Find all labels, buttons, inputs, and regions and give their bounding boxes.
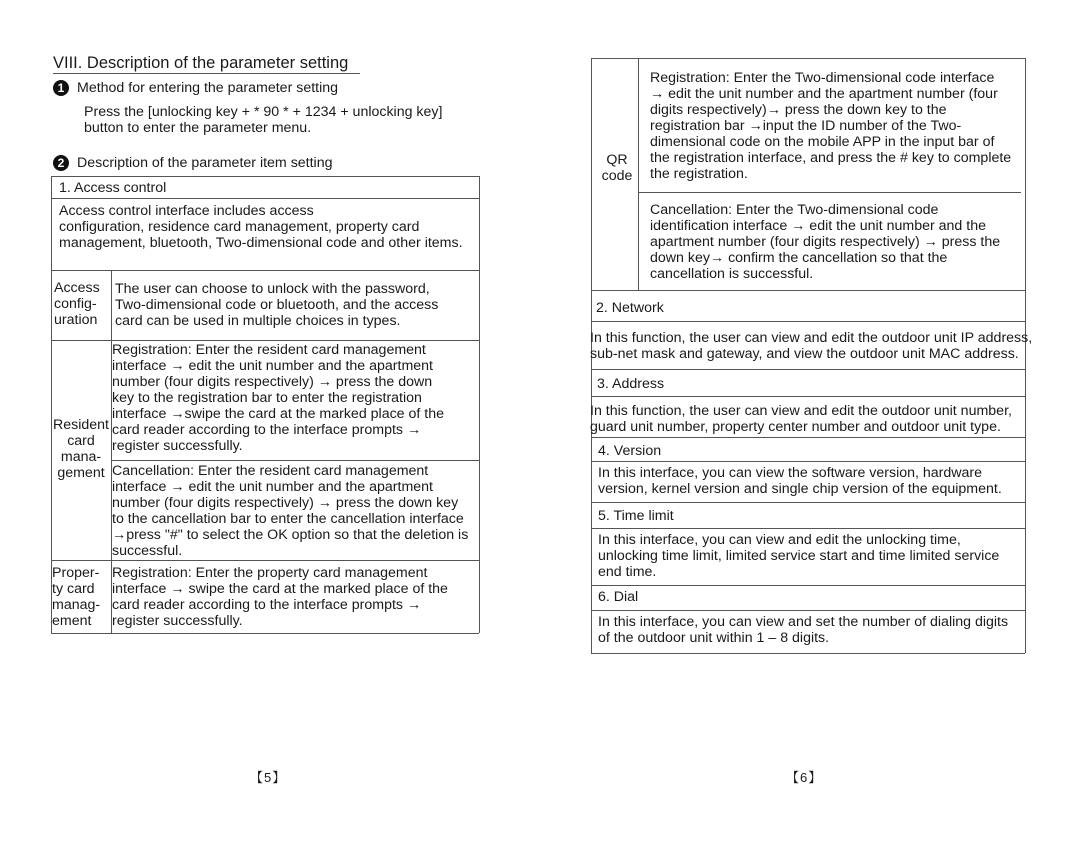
frame-border bbox=[591, 369, 1025, 370]
frame-border bbox=[591, 528, 1025, 529]
frame-border bbox=[591, 437, 1025, 438]
section-text-address: In this function, the user can view and edit the outdoor unit number, guard unit number, property center number and outdoor unit type. bbox=[590, 403, 1012, 435]
step-1-label: Method for entering the parameter setting bbox=[77, 80, 339, 96]
row-text-resident-registration: Registration: Enter the resident card management interface → edit the unit number and the apartment number (four digits respectively) → press the down key to the registration bar to enter the registration interface →swipe the card at the marked place of the card reader according to the interface prompts → register successfully. bbox=[112, 342, 445, 454]
frame-border bbox=[591, 290, 1025, 291]
frame-border bbox=[591, 653, 1025, 654]
row-label-resident-card: Resident card mana- gement bbox=[53, 417, 109, 481]
table-border bbox=[479, 176, 480, 633]
section-text-dial: In this interface, you can view and set the number of dialing digits of the outdoor unit within 1 – 8 digits. bbox=[598, 614, 1009, 646]
section-title-time-limit: 5. Time limit bbox=[598, 508, 674, 524]
page-number-right: 【6】 bbox=[786, 770, 823, 785]
frame-border bbox=[591, 58, 592, 290]
frame-border bbox=[591, 610, 1025, 611]
table-border bbox=[111, 460, 479, 461]
section-title-address: 3. Address bbox=[597, 376, 665, 392]
table-border bbox=[51, 340, 479, 341]
row-text-qr-cancellation: Cancellation: Enter the Two-dimensional code identification interface → edit the unit number and the apartment number (four digits respectively) → press the down key→ confirm the cancellation so that the cancellation is successful. bbox=[650, 202, 1001, 282]
section-text-time-limit: In this interface, you can view and edit the unlocking time, unlocking time limit, limited service start and time limited service end time. bbox=[598, 532, 1000, 580]
row-text-resident-cancellation: Cancellation: Enter the resident card management interface → edit the unit number and the apartment number (four digits respectively) → press the down key to the cancellation bar to enter the cancellation interface →press "#" to select the OK option so that the deletion is successful. bbox=[112, 463, 469, 559]
section-title-dial: 6. Dial bbox=[598, 589, 639, 605]
step-1-text: Press the [unlocking key + * 90 * + 1234 + unlocking key] button to enter the parameter menu. bbox=[84, 104, 443, 136]
frame-border bbox=[591, 321, 1025, 322]
row-text-qr-registration: Registration: Enter the Two-dimensional code interface → edit the unit number and the apartment number (four digits respectively)→ press the down key to the registration bar →input the ID number of the Two- dimensional code on the mobile APP in the input bar of the registration interface, and press the # key to complete the registration. bbox=[650, 70, 1012, 182]
title-underline bbox=[53, 73, 360, 74]
section-title-access-control: 1. Access control bbox=[59, 180, 167, 196]
frame-border bbox=[638, 192, 1021, 193]
frame-border bbox=[591, 58, 1025, 59]
step-2-label: Description of the parameter item setting bbox=[77, 155, 333, 171]
frame-border bbox=[591, 502, 1025, 503]
table-border bbox=[51, 633, 479, 634]
page-title: VIII. Description of the parameter setting bbox=[53, 54, 349, 72]
row-label-qr-code: QR code bbox=[601, 152, 633, 184]
section-text-network: In this function, the user can view and edit the outdoor unit IP address, sub-net mask and gateway, and view the outdoor unit MAC address. bbox=[590, 330, 1033, 362]
row-label-access-configuration: Access config- uration bbox=[54, 280, 100, 328]
section-title-network: 2. Network bbox=[596, 300, 664, 316]
row-text-property-registration: Registration: Enter the property card management interface → swipe the card at the marked place of the card reader according to the interface prompts → register successfully. bbox=[112, 565, 448, 629]
section-text-version: In this interface, you can view the software version, hardware version, kernel version and single chip version of the equipment. bbox=[598, 465, 1002, 497]
section-desc-access-control: Access control interface includes access configuration, residence card management, property card management, bluetooth, Two-dimensional code and other items. bbox=[59, 203, 463, 251]
step-1-heading bbox=[53, 80, 338, 96]
step-2-heading bbox=[53, 155, 333, 171]
number-one-icon: 1 bbox=[53, 80, 69, 96]
frame-border bbox=[591, 585, 1025, 586]
number-two-icon: 2 bbox=[53, 155, 69, 171]
table-border bbox=[51, 198, 479, 199]
row-text-access-configuration: The user can choose to unlock with the password, Two-dimensional code or bluetooth, and the access card can be used in multiple choices in types. bbox=[115, 281, 439, 329]
page-number-left: 【5】 bbox=[250, 770, 287, 785]
frame-border bbox=[591, 396, 1025, 397]
table-border bbox=[51, 270, 479, 271]
section-title-version: 4. Version bbox=[598, 443, 662, 459]
frame-border bbox=[591, 461, 1025, 462]
row-label-property-card: Proper- ty card manag- ement bbox=[52, 565, 101, 629]
table-border bbox=[51, 176, 479, 177]
table-border bbox=[51, 560, 479, 561]
